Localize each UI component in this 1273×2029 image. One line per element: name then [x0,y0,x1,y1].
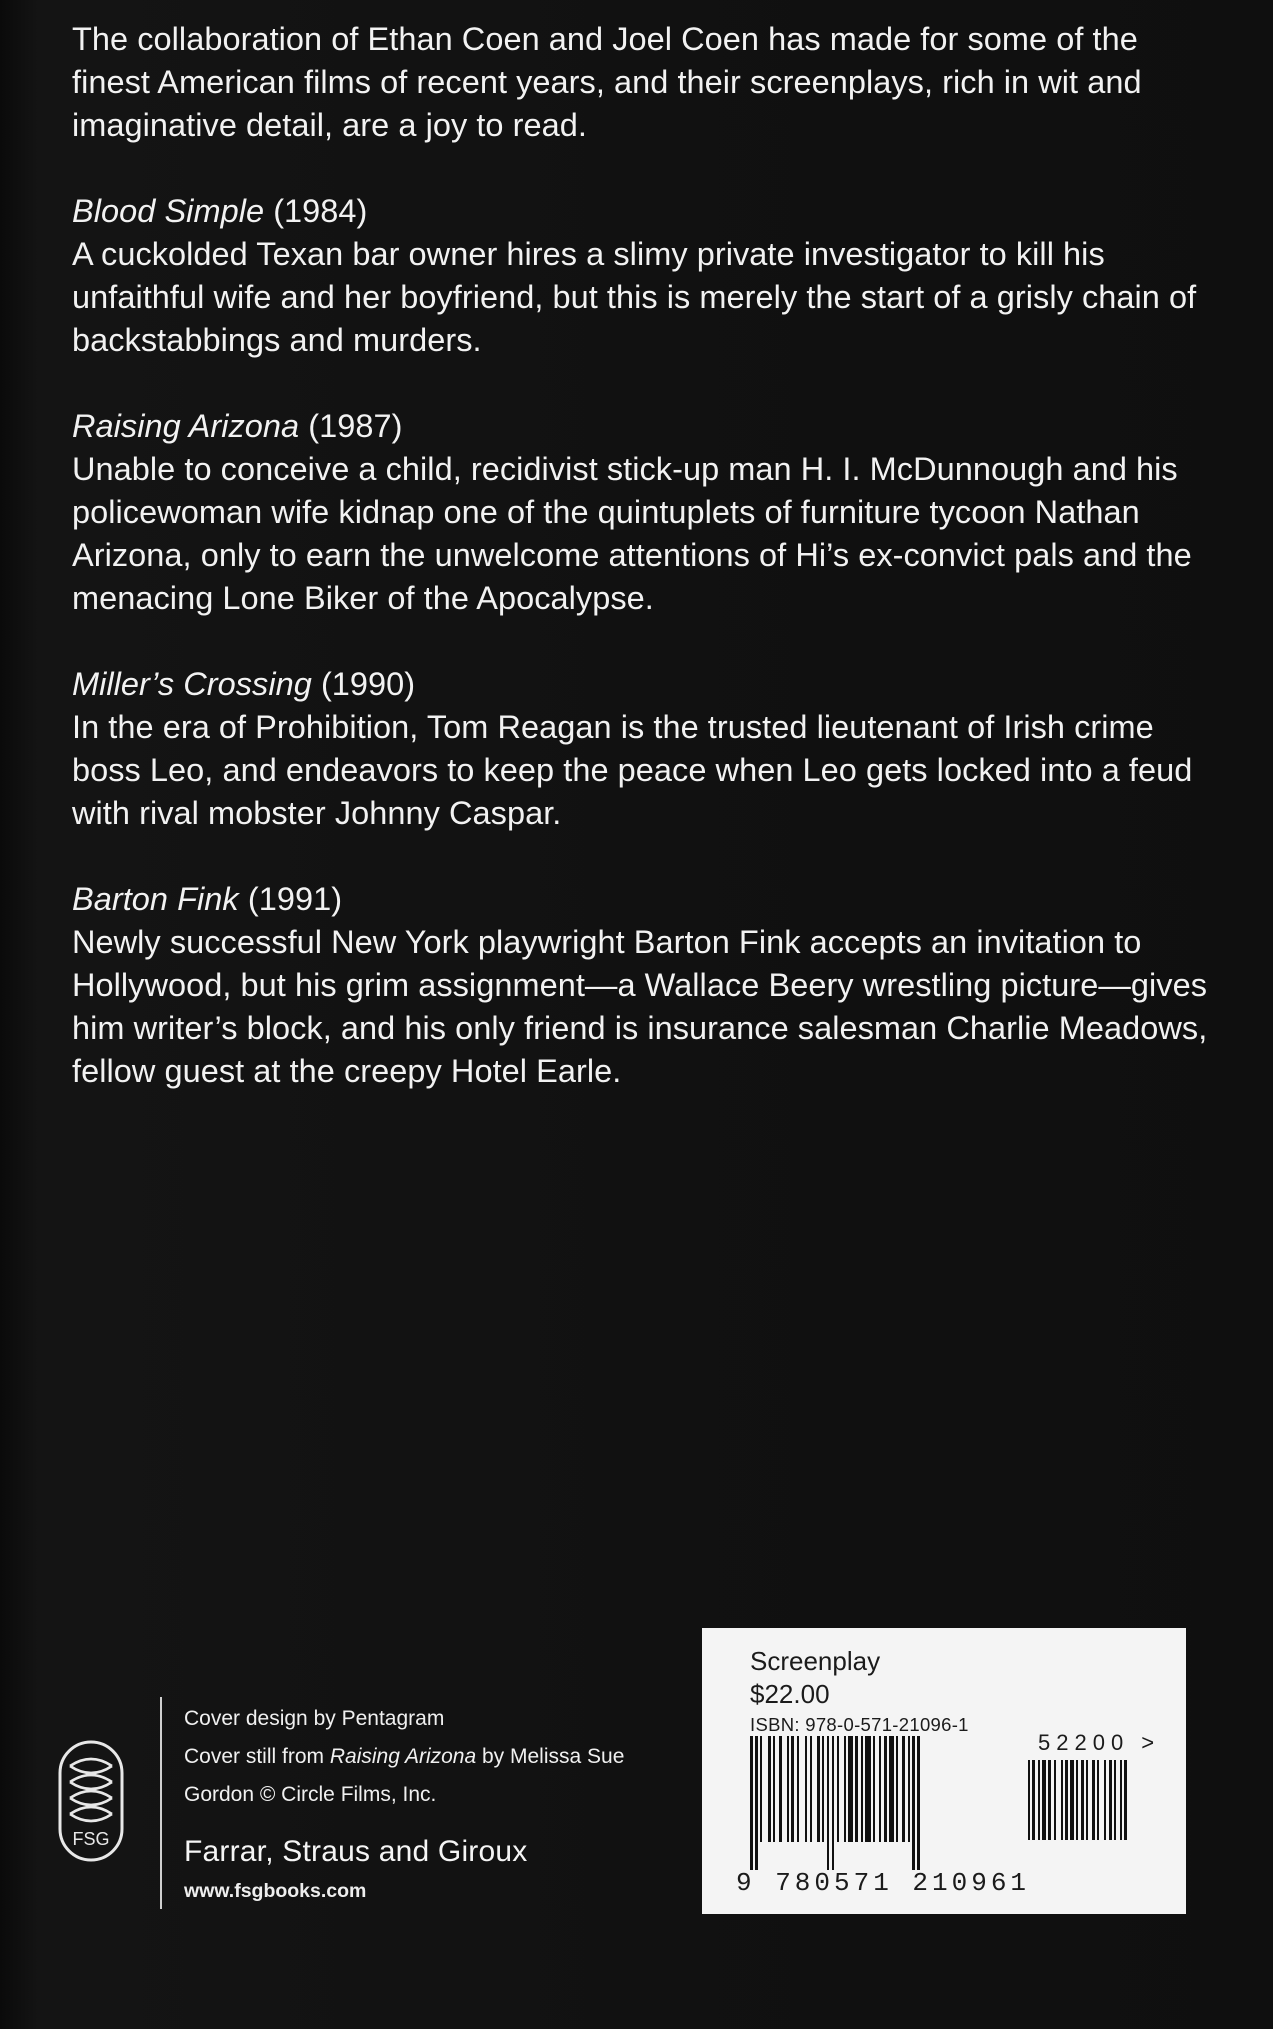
cover-copy [72,18,1222,1136]
barcode-bar [844,1736,846,1842]
design-credit: Cover design by Pentagram [184,1707,445,1730]
barcode-bar [837,1736,839,1842]
barcode-bar [1042,1760,1046,1840]
film-synopsis: In the era of Prohibition, Tom Reagan is the trusted lieutenant of Irish crime boss Leo, and endeavors to keep the peace when Leo gets locked into a feud with rival mobster Johnny Caspar. [72,709,1193,831]
barcode-bar [760,1736,762,1842]
barcode-bar [1092,1760,1095,1840]
film-heading [72,405,1222,448]
barcode-bar [908,1736,910,1842]
barcode-bar [1081,1760,1084,1840]
barcode-bar [773,1736,775,1842]
barcode-bar [822,1736,824,1842]
film-year: (1987) [308,408,403,444]
barcode-bar [1076,1760,1078,1840]
barcode-bar [917,1736,920,1870]
still-credit-line2: Gordon © Circle Films, Inc. [184,1783,437,1806]
isbn-label: ISBN: 978-0-571-21096-1 [750,1714,969,1735]
barcode-bar [787,1736,789,1842]
barcode-bar [912,1736,915,1870]
barcode-bar [1065,1760,1068,1840]
barcode-bar [791,1736,794,1842]
barcode-bar [1054,1760,1056,1840]
barcode-bar [879,1736,881,1842]
barcode-bar [884,1736,887,1842]
film-heading [72,190,1222,233]
credits-divider [160,1697,162,1909]
barcode-bar [827,1736,829,1870]
film-year: (1990) [320,666,416,702]
barcode-bar [810,1736,812,1842]
film-synopsis: A cuckolded Texan bar owner hires a slimy private investigator to kill his unfaithful wife and her boyfriend, but this is merely the start of a grisly chain of backstabbings and murders. [72,236,1197,358]
barcode-bar [755,1736,758,1870]
barcode-bar [817,1736,820,1842]
barcode-bar [1086,1760,1088,1840]
film-heading [72,663,1222,706]
still-credit-title: Raising Arizona [329,1745,477,1768]
film-entry-blood-simple [72,190,1222,362]
barcode-panel [702,1628,1186,1914]
barcode-bar [1104,1760,1106,1840]
publisher-website: www.fsgbooks.com [184,1880,367,1902]
barcode-bar [1061,1760,1063,1840]
barcode-bar [750,1736,753,1870]
price-addon-digits: 52200 > [1038,1730,1161,1755]
addon-barcode [1028,1760,1148,1868]
barcode-bar [1028,1760,1030,1840]
film-entry-millers-crossing [72,663,1222,835]
barcode-bar [1114,1760,1116,1840]
fsg-logo-icon [56,1738,126,1864]
ean-digits: 9 780571 210961 [736,1868,1031,1898]
film-title: Blood Simple [72,193,265,229]
barcode-bar [865,1736,871,1842]
barcode-bar [1038,1760,1040,1840]
barcode-bar [1048,1760,1051,1840]
cover-credits [184,1700,744,1814]
film-heading [72,878,1222,921]
barcode-bar [1032,1760,1035,1840]
barcode-bar [873,1736,875,1842]
intro-paragraph: The collaboration of Ethan Coen and Joel Coen has made for some of the finest American films of recent years, and their screenplays, rich in wit and imaginative detail, are a joy to read. [72,21,1142,143]
film-year: (1984) [273,193,368,229]
barcode-bar [889,1736,894,1842]
barcode-bar [1109,1760,1112,1840]
barcode-bar [832,1736,834,1870]
ean-barcode [750,1736,1014,1870]
film-synopsis: Unable to conceive a child, recidivist stick-up man H. I. McDunnough and his policewoman wife kidnap one of the quintuplets of furniture tycoon Nathan Arizona, only to earn the unwelcome attentions of Hi’s ex-convict pals and the menacing Lone Biker of the Apocalypse. [72,451,1192,616]
barcode-bar [1097,1760,1099,1840]
price-label: $22.00 [750,1679,830,1709]
publisher-name: Farrar, Straus and Giroux [184,1835,528,1868]
film-entry-barton-fink [72,878,1222,1093]
barcode-bar [1120,1760,1122,1840]
film-title: Barton Fink [72,881,239,917]
barcode-bar [1070,1760,1074,1840]
film-title: Raising Arizona [72,408,300,444]
fsg-logo-text: FSG [72,1829,110,1849]
barcode-bar [848,1736,853,1842]
film-synopsis: Newly successful New York playwright Barton Fink accepts an invitation to Hollywood, but his grim assignment—a Wallace Beery wrestling picture—gives him writer’s block, and his only friend is insurance salesman Charlie Meadows, fellow guest at the creepy Hotel Earle. [72,924,1208,1089]
still-credit [184,1738,744,1776]
film-entry-raising-arizona [72,405,1222,620]
barcode-bar [861,1736,863,1842]
film-title: Miller’s Crossing [72,666,312,702]
barcode-bar [896,1736,898,1842]
barcode-bar [779,1736,782,1842]
barcode-bar [902,1736,905,1842]
category-label: Screenplay [750,1646,881,1676]
barcode-bar [797,1736,799,1842]
barcode-bar [768,1736,771,1842]
barcode-bar [855,1736,858,1842]
still-credit-prefix: Cover still from [184,1745,330,1768]
film-year: (1991) [247,881,343,917]
still-credit-suffix: by Melissa Sue [476,1745,625,1768]
barcode-bar [1124,1760,1127,1840]
barcode-bar [805,1736,807,1842]
